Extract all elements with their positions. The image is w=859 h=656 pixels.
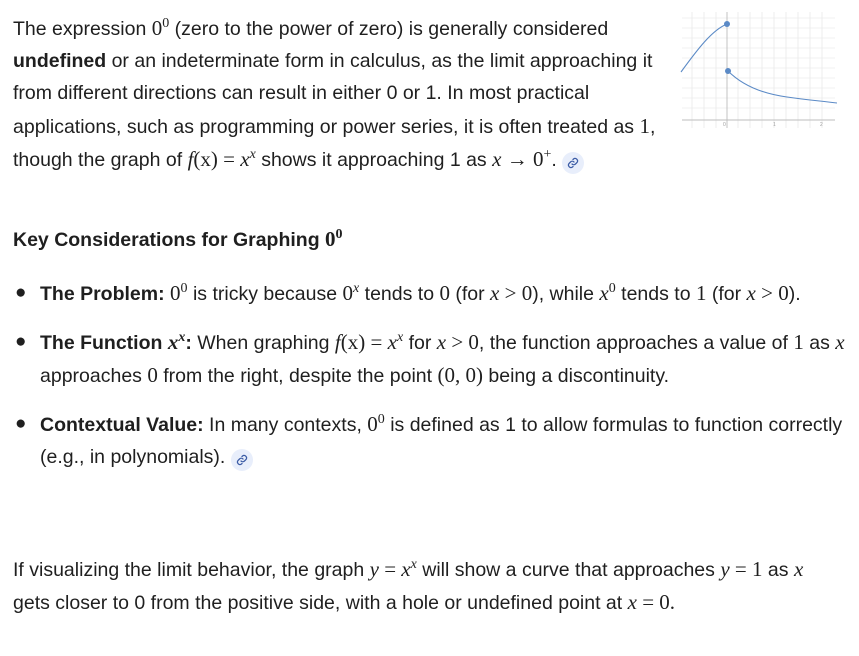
bullet-label: The Function	[40, 332, 168, 354]
math-exponent: x	[249, 146, 256, 162]
intro-bold-undefined: undefined	[13, 50, 107, 73]
list-item	[0, 326, 850, 392]
graph-grid	[682, 12, 835, 128]
bullet-text: from the right, despite the point	[157, 365, 438, 387]
bullet-text: tends to	[359, 283, 440, 305]
math-zero: 0	[367, 412, 378, 436]
bullet-text: When graphing	[191, 332, 335, 354]
source-link-button[interactable]	[231, 449, 253, 471]
intro-text: (zero to the power of zero) is generally considered	[169, 18, 609, 40]
bullet-label: :	[185, 332, 192, 354]
intro-text: shows it approaching 1 as	[255, 148, 493, 171]
bullet-text: as	[803, 332, 836, 354]
bullet-text: for	[403, 332, 437, 354]
math-x: x	[401, 557, 411, 581]
math-ineq: > 0	[446, 330, 479, 354]
math-x: x	[167, 330, 179, 354]
bullet-text: being a discontinuity.	[482, 365, 670, 387]
bullet-label: The Problem:	[40, 283, 165, 305]
math-fx: (x) =	[193, 146, 241, 171]
source-link-button[interactable]	[562, 152, 584, 174]
bullet-text: ).	[788, 283, 801, 305]
math-exponent: x	[178, 330, 186, 345]
math-ineq: > 0	[755, 281, 789, 305]
outro-text: as	[762, 559, 794, 581]
function-graph-thumbnail[interactable]	[677, 10, 837, 128]
math-x: x	[387, 330, 397, 354]
graph-tick-1: 1	[773, 122, 776, 128]
math-ineq: > 0	[499, 281, 533, 305]
math-exponent: +	[543, 146, 552, 162]
intro-text: , though the graph of	[13, 115, 656, 171]
bullet-text: approaches	[40, 365, 148, 387]
intro-text: The expression	[13, 18, 152, 40]
bullet-icon: ●	[15, 413, 27, 434]
bullet-text: ), while	[532, 283, 600, 305]
math-x: x	[627, 590, 637, 615]
math-one: 1	[695, 281, 707, 305]
bullet-text: tends to	[615, 283, 696, 305]
link-icon	[236, 454, 248, 466]
intro-text: .	[551, 148, 557, 171]
math-y: y	[369, 557, 379, 581]
math-x: x	[599, 281, 609, 305]
bullet-icon: ●	[15, 331, 27, 352]
bullet-text: , the function approaches a value of	[478, 332, 794, 354]
math-x: x	[492, 146, 502, 171]
outro-paragraph	[13, 553, 833, 619]
math-x: x	[746, 281, 756, 305]
math-x: x	[436, 330, 447, 354]
link-icon	[567, 157, 579, 169]
math-y: y	[720, 557, 730, 581]
outro-text: will show a curve that approaches	[416, 559, 721, 581]
outro-text: gets closer to 0 from the positive side, with a hole or undefined point at	[13, 592, 628, 615]
bullet-label: Contextual Value:	[40, 414, 204, 436]
math-exponent: 0	[377, 412, 385, 427]
considerations-list	[0, 277, 850, 489]
math-one: 1	[639, 113, 650, 138]
math-arrow: → 0	[501, 146, 544, 171]
math-zero: 0	[151, 16, 163, 40]
intro-paragraph	[13, 12, 663, 176]
math-exponent: x	[396, 330, 404, 345]
intro-text: or an indeterminate form in calculus, as the limit approaching it from different directions can result in either 0 or 1. In most practical applications, such as programming or power series, it is often treated as	[13, 50, 653, 138]
math-f: f	[187, 146, 194, 171]
graph-point-upper	[724, 21, 730, 27]
math-x: x	[240, 146, 250, 171]
outro-text: If visualizing the limit behavior, the graph	[13, 559, 370, 581]
graph-tick-0: 0	[723, 122, 726, 128]
math-zero: 0	[342, 281, 354, 305]
math-eq: =	[378, 557, 402, 581]
bullet-text: is tricky because	[187, 283, 343, 305]
section-heading	[13, 225, 343, 254]
list-item	[0, 277, 850, 310]
bullet-text: In many contexts,	[203, 414, 368, 436]
math-exponent: 0	[162, 16, 170, 31]
math-fx: (x) =	[340, 330, 388, 354]
math-point: (0, 0)	[437, 363, 483, 387]
math-zero: 0	[147, 363, 158, 387]
math-eq: = 0.	[636, 590, 676, 615]
bullet-text: (for	[449, 283, 491, 305]
math-zero: 0	[439, 281, 450, 305]
bullet-text: is defined as 1 to allow formulas to function correctly (e.g., in polynomials).	[40, 414, 843, 468]
math-exponent: 0	[608, 281, 616, 296]
math-f: f	[334, 330, 341, 354]
bullet-text: (for	[706, 283, 747, 305]
heading-text: Key Considerations for Graphing	[13, 229, 326, 251]
math-exponent: x	[410, 557, 417, 572]
math-x: x	[490, 281, 500, 305]
math-x: x	[793, 557, 804, 581]
math-x: x	[835, 330, 845, 354]
math-exponent: 0	[180, 281, 188, 296]
math-zero: 0	[325, 227, 336, 251]
math-exponent: x	[353, 281, 360, 296]
list-item	[0, 408, 850, 473]
math-one: 1	[793, 330, 804, 354]
math-eq: = 1	[729, 557, 763, 581]
math-zero: 0	[170, 281, 181, 305]
graph-point-lower	[725, 68, 731, 74]
graph-tick-2: 2	[820, 122, 823, 128]
bullet-icon: ●	[15, 282, 27, 303]
math-exponent: 0	[335, 227, 343, 242]
